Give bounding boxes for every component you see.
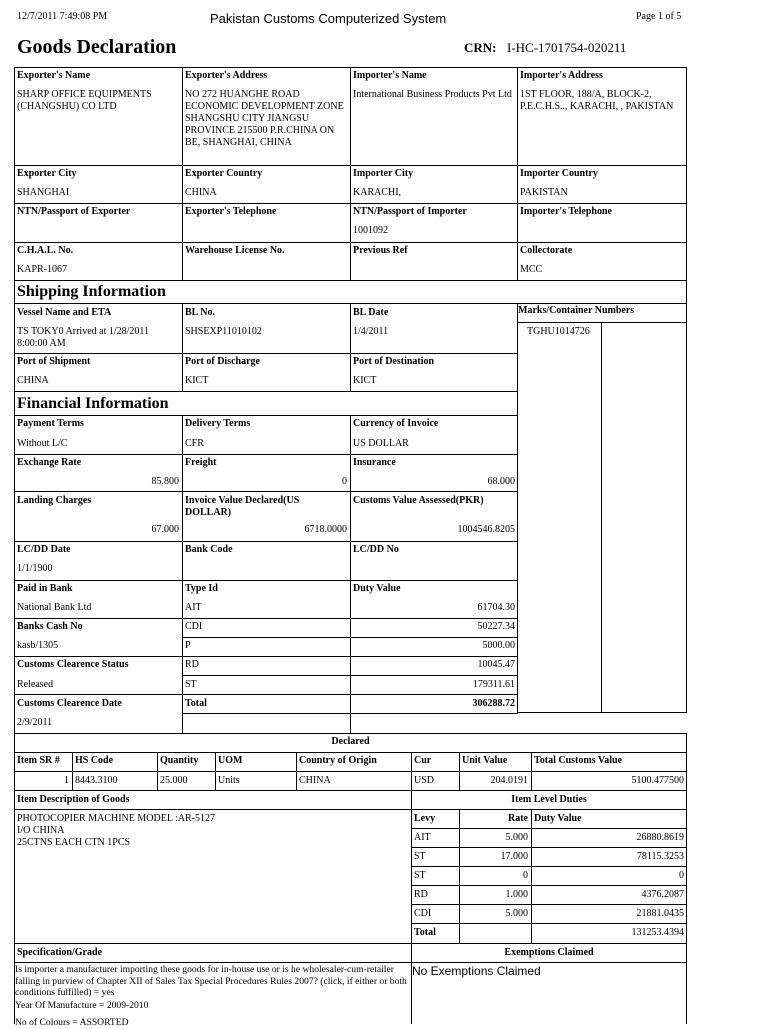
bl-date: 1/4/2011 xyxy=(353,326,389,337)
levy-name: ST xyxy=(414,870,426,881)
item-total-value: 5100.477500 xyxy=(631,775,684,786)
port-destination-label: Port of Destination xyxy=(353,356,435,367)
levy-value: 21881.0435 xyxy=(636,908,684,919)
item-description-line: PHOTOCOPIER MACHINE MODEL :AR-5127 xyxy=(17,813,216,824)
paid-bank: National Bank Ltd xyxy=(17,602,92,613)
duty-type: CDI xyxy=(185,621,203,632)
importer-address: 1ST FLOOR, 188/A, BLOCK-2, P.E.C.H.S.., KARACHI, , PAKISTAN xyxy=(520,89,674,112)
exporter-city-label: Exporter City xyxy=(17,168,77,179)
exporter-name: SHARP OFFICE EQUIPMENTS (CHANGSHU) CO LTD xyxy=(17,89,152,112)
levy-value: 78115.3253 xyxy=(636,851,684,862)
insurance-label: Insurance xyxy=(353,457,396,468)
clearance-date-label: Customs Clearence Date xyxy=(17,698,122,709)
levy-total: 131253.4394 xyxy=(631,927,684,938)
exchange-rate-label: Exchange Rate xyxy=(17,457,82,468)
duty-total: 306288.72 xyxy=(472,698,515,709)
levy-total-label: Total xyxy=(414,927,436,938)
duty-amount: 50227.34 xyxy=(477,621,515,632)
port-discharge-label: Port of Discharge xyxy=(185,356,260,367)
item-description-line: I/O CHINA xyxy=(17,825,65,836)
duty-type: P xyxy=(185,640,191,651)
port-destination: KICT xyxy=(353,375,377,386)
exporter-address: NO 272 HUANGHE ROAD ECONOMIC DEVELOPMENT ZONE SHANGSHU CITY JIANGSU PROVINCE 215500 P.R.CHINA ON BE, SHANGHAI, CHINA xyxy=(185,89,344,148)
rate-header: Rate xyxy=(508,813,528,824)
levy-header: Levy xyxy=(414,813,436,824)
crn-label: CRN: xyxy=(464,40,497,55)
duty-amount: 5000.00 xyxy=(482,640,515,651)
lc-date-label: LC/DD Date xyxy=(17,544,71,555)
invoice-value: 6718.0000 xyxy=(304,524,347,535)
system-name: Pakistan Customs Computerized System xyxy=(210,11,447,26)
ntn-importer: 1001092 xyxy=(353,225,388,236)
duty-amount: 61704.30 xyxy=(477,602,515,613)
col-uom: UOM xyxy=(218,755,243,766)
col-unit-value: Unit Value xyxy=(462,755,508,766)
crn-value: I-HC-1701754-020211 xyxy=(507,40,627,55)
item-hs-code: 8443.3100 xyxy=(75,775,118,786)
exporter-address-label: Exporter's Address xyxy=(185,70,268,81)
item-level-duties-label: Item Level Duties xyxy=(511,794,587,805)
specification-label: Specification/Grade xyxy=(17,947,102,958)
lc-date: 1/1/1900 xyxy=(17,563,53,574)
print-timestamp: 12/7/2011 7:49:08 PM xyxy=(17,11,108,22)
financial-heading: Financial Information xyxy=(17,395,169,412)
declared-heading: Declared xyxy=(331,736,370,747)
page-title: Goods Declaration xyxy=(17,36,177,58)
item-description-label: Item Description of Goods xyxy=(17,794,130,805)
banks-cash-number: kasb/1305 xyxy=(17,640,59,651)
levy-name: ST xyxy=(414,851,426,862)
currency: US DOLLAR xyxy=(353,438,409,449)
duty-type: RD xyxy=(185,659,199,670)
page-number: Page 1 of 5 xyxy=(636,11,682,22)
duty-type: ST xyxy=(185,679,197,690)
col-hs-code: HS Code xyxy=(75,755,114,766)
clearance-status-label: Customs Clearence Status xyxy=(17,659,129,670)
vessel-eta: TS TOKY0 Arrived at 1/28/2011 8:00:00 AM xyxy=(17,326,150,349)
delivery-terms: CFR xyxy=(185,438,204,449)
customs-value: 1004546.8205 xyxy=(457,524,515,535)
bl-number: SHSEXP11010102 xyxy=(185,326,262,337)
chal-label: C.H.A.L. No. xyxy=(17,245,74,256)
insurance: 68.000 xyxy=(487,476,515,487)
port-shipment-label: Port of Shipment xyxy=(17,356,91,367)
item-currency: USD xyxy=(414,775,435,786)
paid-bank-label: Paid in Bank xyxy=(17,583,73,594)
freight: 0 xyxy=(342,476,347,487)
item-sr: 1 xyxy=(64,775,69,786)
freight-label: Freight xyxy=(185,457,217,468)
levy-rate: 0 xyxy=(523,870,528,881)
collectorate-label: Collectorate xyxy=(520,245,573,256)
importer-country-label: Importer Country xyxy=(520,168,598,179)
warehouse-label: Warehouse License No. xyxy=(185,245,285,256)
year-of-manufacture: Year Of Manufacture = 2009-2010 xyxy=(15,1000,149,1011)
exchange-rate: 85.800 xyxy=(151,476,179,487)
duty-value-label: Duty Value xyxy=(353,583,401,594)
exporter-telephone-label: Exporter's Telephone xyxy=(185,206,277,217)
levy-rate: 5.000 xyxy=(505,908,528,919)
duty-type: AIT xyxy=(185,602,202,613)
chal-number: KAPR-1067 xyxy=(17,264,68,275)
number-of-colours: No of Colours = ASSORTED xyxy=(15,1017,129,1028)
clearance-status: Released xyxy=(17,679,54,690)
levy-name: AIT xyxy=(414,832,431,843)
levy-value: 26880.8619 xyxy=(636,832,684,843)
duty-total-label: Total xyxy=(185,698,207,709)
landing-charges-label: Landing Charges xyxy=(17,495,92,506)
col-quantity: Quantity xyxy=(160,755,199,766)
marks-label: Marks/Container Numbers xyxy=(518,305,635,316)
levy-rate: 1.000 xyxy=(505,889,528,900)
collectorate: MCC xyxy=(520,264,543,275)
ntn-importer-label: NTN/Passport of Importer xyxy=(353,206,467,217)
exemptions-value: No Exemptions Claimed xyxy=(412,964,541,978)
bank-code-label: Bank Code xyxy=(185,544,233,555)
importer-name-label: Importer's Name xyxy=(353,70,427,81)
duty-amount: 179311.61 xyxy=(472,679,515,690)
clearance-date: 2/9/2011 xyxy=(17,717,53,728)
importer-country: PAKISTAN xyxy=(520,187,568,198)
bl-date-label: BL Date xyxy=(353,307,389,318)
port-shipment: CHINA xyxy=(17,375,49,386)
landing-charges: 67.000 xyxy=(151,524,179,535)
banks-cash-label: Banks Cash No xyxy=(17,621,83,632)
vessel-label: Vessel Name and ETA xyxy=(17,307,112,318)
exporter-city: SHANGHAI xyxy=(17,187,70,198)
col-origin: Country of Origin xyxy=(299,755,377,766)
duty-amount: 10045.47 xyxy=(477,659,515,670)
levy-rate: 5.000 xyxy=(505,832,528,843)
specification-text: Is importer a manufacturer importing these goods for in-house use or is he wholesaler-cum-retailer falling in purview of Chapter XII of Sales Tax Special Procedures Rules 2007? (click, if either or both conditions fulfilled) = yes xyxy=(15,964,407,998)
exporter-name-label: Exporter's Name xyxy=(17,70,91,81)
exemptions-label: Exemptions Claimed xyxy=(504,947,594,958)
duty-value-header: Duty Value xyxy=(534,813,582,824)
item-origin: CHINA xyxy=(299,775,331,786)
currency-label: Currency of Invoice xyxy=(353,418,439,429)
col-item-sr: Item SR # xyxy=(17,755,60,766)
customs-value-label: Customs Value Assessed(PKR) xyxy=(353,495,484,506)
invoice-value-label: Invoice Value Declared(US DOLLAR) xyxy=(185,495,300,518)
lc-no-label: LC/DD No xyxy=(353,544,399,555)
exporter-country: CHINA xyxy=(185,187,217,198)
delivery-terms-label: Delivery Terms xyxy=(185,418,251,429)
levy-value: 4376.2087 xyxy=(641,889,684,900)
importer-telephone-label: Importer's Telephone xyxy=(520,206,612,217)
payment-terms: Without L/C xyxy=(17,438,68,449)
exporter-country-label: Exporter Country xyxy=(185,168,263,179)
type-id-label: Type Id xyxy=(185,583,218,594)
ntn-exporter-label: NTN/Passport of Exporter xyxy=(17,206,131,217)
col-currency: Cur xyxy=(414,755,432,766)
container-number: TGHU1014726 xyxy=(527,326,590,337)
levy-value: 0 xyxy=(679,870,684,881)
importer-city-label: Importer City xyxy=(353,168,414,179)
levy-name: RD xyxy=(414,889,428,900)
shipping-heading: Shipping Information xyxy=(17,283,166,300)
importer-city: KARACHI, xyxy=(353,187,402,198)
levy-name: CDI xyxy=(414,908,432,919)
col-total-value: Total Customs Value xyxy=(534,755,622,766)
levy-rate: 17.000 xyxy=(500,851,528,862)
importer-name: International Business Products Pvt Ltd xyxy=(353,89,512,100)
previous-ref-label: Previous Ref xyxy=(353,245,408,256)
port-discharge: KICT xyxy=(185,375,209,386)
item-uom: Units xyxy=(218,775,240,786)
bl-no-label: BL No. xyxy=(185,307,216,318)
payment-terms-label: Payment Terms xyxy=(17,418,84,429)
item-quantity: 25.000 xyxy=(160,775,188,786)
item-unit-value: 204.0191 xyxy=(490,775,528,786)
importer-address-label: Importer's Address xyxy=(520,70,603,81)
item-description-line: 25CTNS EACH CTN 1PCS xyxy=(17,837,131,848)
